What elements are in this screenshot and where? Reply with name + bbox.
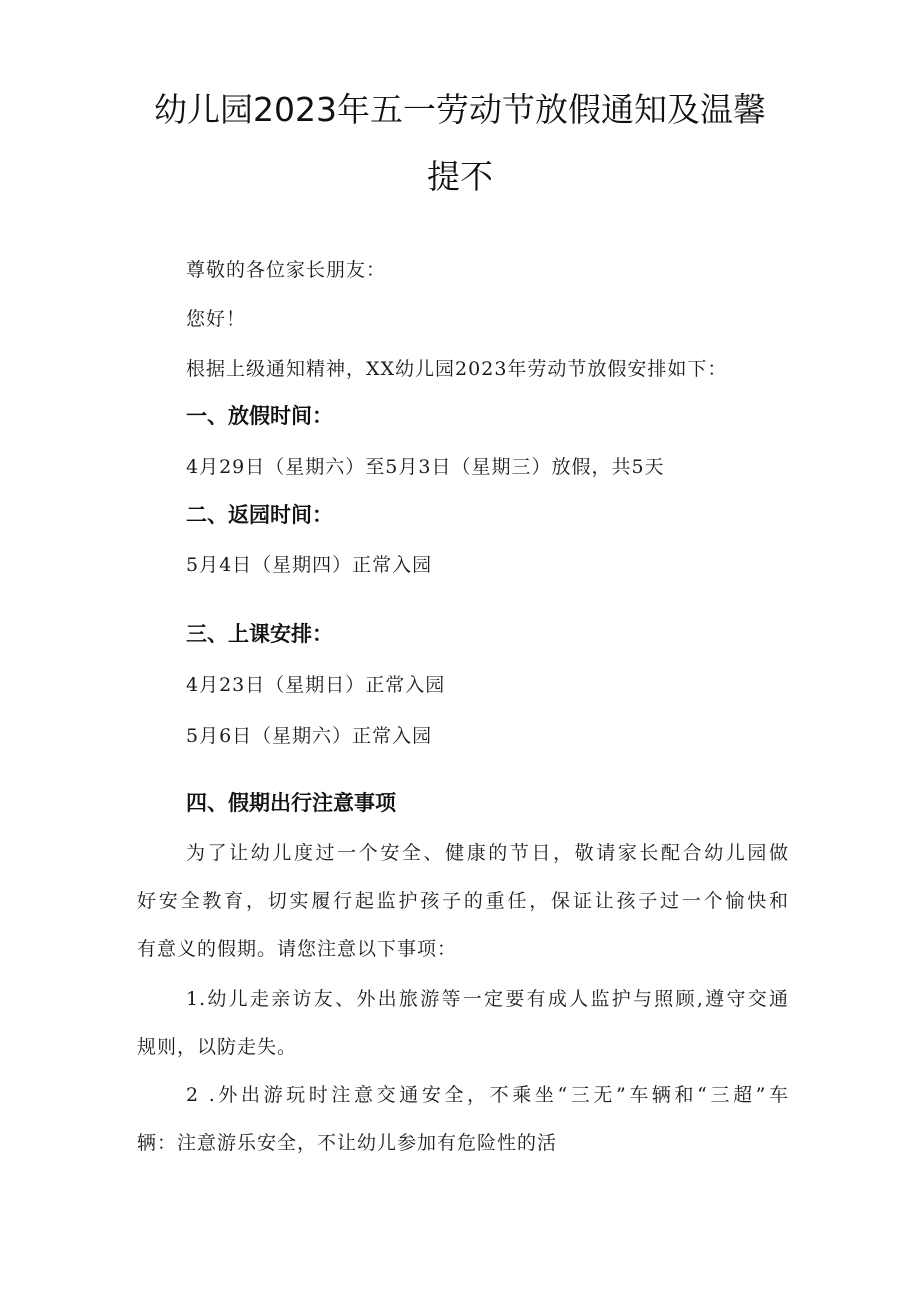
section-heading-holiday: 一、放假时间： xyxy=(186,404,333,428)
note-item-1-line-2: 规则，以防走失。 xyxy=(137,1036,298,1058)
class-date-2: 5月6日（星期六）正常入园 xyxy=(186,725,433,747)
note-item-2-line-2: 辆：注意游乐安全，不让幼儿参加有危险性的活 xyxy=(137,1132,558,1154)
holiday-dates: 4月29日（星期六）至5月3日（星期三）放假，共5天 xyxy=(186,456,665,478)
return-date: 5月4日（星期四）正常入园 xyxy=(186,554,433,576)
notes-paragraph-line-2: 好安全教育，切实履行起监护孩子的重任，保证让孩子过一个愉快和 xyxy=(137,890,789,912)
notes-paragraph-line-3: 有意义的假期。请您注意以下事项： xyxy=(137,938,458,960)
section-heading-return: 二、返园时间： xyxy=(186,503,333,527)
class-date-1: 4月23日（星期日）正常入园 xyxy=(186,674,446,696)
note-item-2-line-1: 2 .外出游玩时注意交通安全，不乘坐“三无”车辆和“三超”车 xyxy=(186,1084,789,1106)
intro-paragraph: 根据上级通知精神，XX幼儿园2023年劳动节放假安排如下： xyxy=(186,358,728,380)
salutation: 尊敬的各位家长朋友： xyxy=(186,259,387,281)
section-heading-notes: 四、假期出行注意事项 xyxy=(186,791,396,815)
document-title-line-1: 幼儿园2023年五一劳动节放假通知及温馨 xyxy=(154,90,766,129)
notes-paragraph-line-1: 为了让幼儿度过一个安全、健康的节日，敬请家长配合幼儿园做 xyxy=(186,842,789,864)
note-item-1-line-1: 1.幼儿走亲访友、外出旅游等一定要有成人监护与照顾,遵守交通 xyxy=(186,988,789,1010)
document-title-line-2: 提不 xyxy=(427,157,493,196)
greeting-hello: 您好！ xyxy=(186,308,247,330)
section-heading-classes: 三、上课安排： xyxy=(186,622,333,646)
